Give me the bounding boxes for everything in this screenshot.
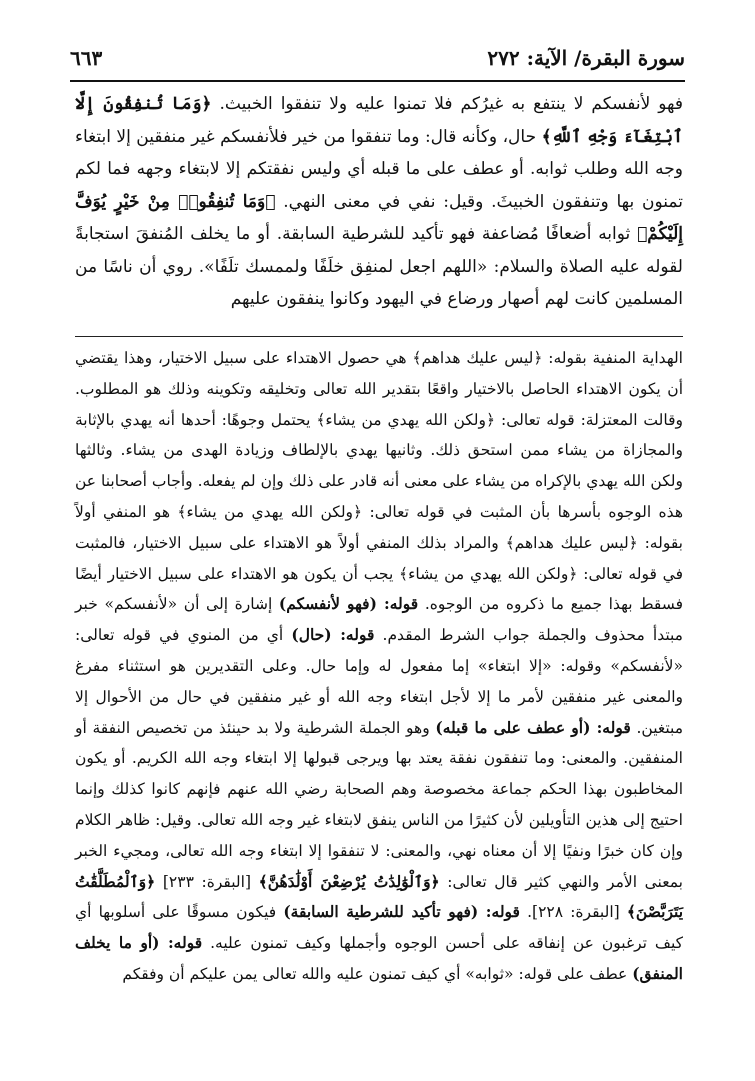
text-run: [البقرة: ٢٢٨]. [519,903,627,922]
text-run: عطف على قوله: «ثوابه» أي كيف تمنون عليه والله تعالى يمن عليكم أن وفقكم [122,964,633,983]
quran-quote: ﴿وَٱلْمُطَلَّقَٰتُ يَتَرَبَّصْنَ﴾ [75,871,684,922]
bold-lemma: قوله: (حال) [291,625,375,645]
text-run: فيكون مسوقًا على أسلوبها أي كيف ترغبون عن إنفاقه على أحسن الوجوه وأجملها وكيف تمنون عليه. [75,903,683,953]
surah-verse-title: سورة البقرة/ الآية: ٢٧٢ [487,46,685,70]
text-run: [البقرة: ٢٣٣] [155,872,259,891]
page-number: ٦٦٣ [70,46,103,70]
marginal-notes [75,343,683,990]
text-run: وهو الجملة الشرطية ولا بد حينئذ من تخصيص النفقة أو المنفقين. والمعنى: وما تنفقون نفقة يعتد بها ويرجى قبولها إلا ابتغاء وجه الله الكريم. أو يكون المخاطبون بهذا الحكم جماعة مخصوصة وهم الصحابة رضي الله عنهم فإنهم كانوا كذلك وإنما احتيج إلى هذين التأويلين لأن كثيرًا من الناس ينفق لابتغاء غير وجه الله تعالى. وقيل: ظاهر الكلام وإن كان خبرًا ونفيًا إلا أن معناه نهي، والمعنى: لا تنفقوا إلا ابتغاء وجه الله تعالى، ومجيء الخبر بمعنى الأمر والنهي كثير قال تعالى: [75,718,683,891]
text-run: الهداية المنفية بقوله: ﴿ليس عليك هداهم﴾ هي حصول الاهتداء على سبيل الاختيار، وهذا يقتضي أن يكون الاهتداء الحاصل بالاختيار واقعًا بتقدير الله تعالى وتخليقه وتكوينه وذلك هو المطلوب. وقالت المعتزلة: قوله تعالى: ﴿ولكن الله يهدي من يشاء﴾ يحتمل وجوهًا: أحدها أنه يهدي بالإثابة والمجازاة من يشاء ممن استحق ذلك. وثانيها يهدي بالإلطاف وزيادة الهدى من يشاء. وثالثها ولكن الله يهدي بالإكراه من يشاء على معنى أنه قادر على ذلك وإن لم يفعله. وأجاب أصحابنا عن هذه الوجوه بأسرها بأن المثبت في قوله تعالى: ﴿ولكن الله يهدي من يشاء﴾ هو المنفي أولاً بقوله: ﴿ليس عليك هداهم﴾ والمراد بذلك المنفي أولاً هو الاهتداء على سبيل الاختيار، فالمثبت في قوله تعالى: ﴿ولكن الله يهدي من يشاء﴾ يجب أن يكون هو الاهتداء على سبيل الاختيار أيضًا فسقط بهذا جميع ما ذكروه من الوجوه. [75,349,683,614]
bold-lemma: قوله: (أو ما يخلف المنفق) [75,933,683,983]
page-header [70,44,685,74]
quran-quote: ﴿وَمَا تُنفِقُونَ إِلَّا ٱبْتِغَآءَ وَجْهِ ٱللَّهِ﴾ [75,94,683,147]
text-run: حال، وكأنه قال: وما تنفقوا من خير فلأنفسكم غير منفقين إلا ابتغاء وجه الله وطلب ثوابه. أو عطف على ما قبله أي وليس نفقتكم إلا لابتغاء وجهه فما لكم تمنون بها وتنفقون الخبيثَ. وقيل: نفي في معنى النهي. [75,126,683,212]
quran-quote: ﴿وَمَا تُنفِقُوا۟ مِنْ خَيْرٍ يُوَفَّ إِلَيْكُمْ﴾ [75,191,683,244]
text-run: ثوابه أضعافًا مُضاعفة فهو تأكيد للشرطية السابقة. أو ما يخلف المُنفقَ استجابةً لقوله عليه الصلاة والسلام: «اللهم اجعل لمنفِق خلَفًا ولممسك تلَفًا». روي أن ناسًا من المسلمين كانت لهم أصهار ورضاع في اليهود وكانوا ينفقون عليهم [75,224,683,309]
bold-lemma: قوله: (فهو تأكيد للشرطية السابقة) [283,902,520,922]
bold-lemma: قوله: (فهو لأنفسكم) [278,594,419,614]
notes-paragraph [75,343,683,990]
text-run: فهو لأنفسكم لا ينتفع به غيرُكم فلا تمنوا عليه ولا تنفقوا الخبيث. [211,94,684,114]
main-paragraph [75,88,683,316]
footnote-divider [75,336,683,337]
header-divider [70,80,685,82]
text-run: إشارة إلى أن «لأنفسكم» خبر مبتدأ محذوف والجملة جواب الشرط المقدم. [75,595,683,645]
bold-lemma: قوله: (أو عطف على ما قبله) [435,717,631,737]
quran-quote: ﴿وَٱلْوَٰلِدَٰتُ يُرْضِعْنَ أَوْلَٰدَهُنَّ﴾ [258,871,440,891]
text-run: أي من المنوي في قوله تعالى: «لأنفسكم» وقوله: «إلا ابتغاء» إما مفعول له وإما حال. وعلى التقديرين هو استثناء مفرغ والمعنى غير منفقين لأمر ما إلا لأجل ابتغاء وجه الله أو غير منفقين في حال من الأحوال إلا مبتغين. [75,626,684,737]
main-commentary [75,88,683,316]
